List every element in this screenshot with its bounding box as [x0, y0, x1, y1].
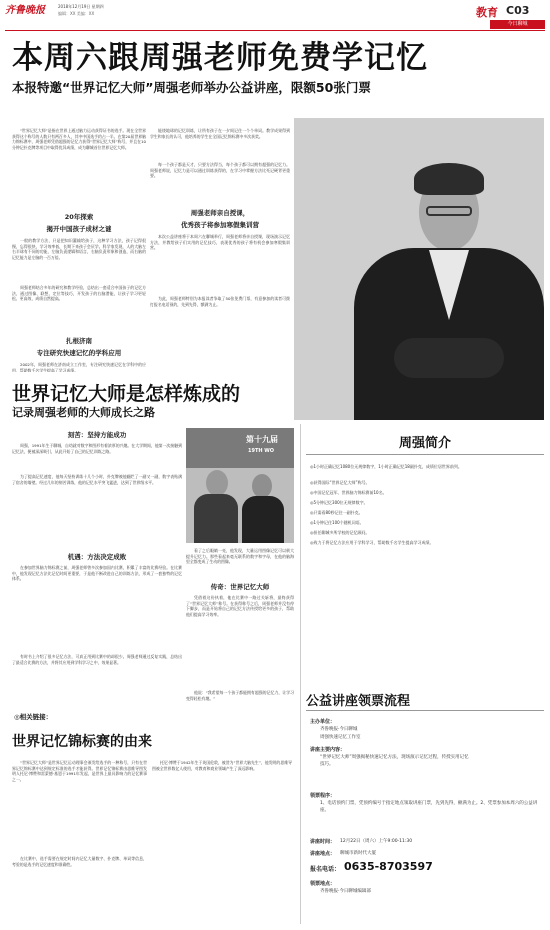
- sec2-para-1: 周强，1991年生于聊城，自幼就对数字和图形有着浓厚的兴趣。在大学期间，他第一次接触到记忆法，便被深深吸引，从此开始了自己的记忆训练之路。: [12, 443, 182, 454]
- portrait-photo: [294, 118, 544, 420]
- sec3-para-1: “世界记忆大师”是世界记忆运动理事会颁发给选手的一种称号，只有在世界记忆锦标赛中达到规定标准的选手才能获得。世界记忆锦标赛由思维导图发明人托尼·博赞和雷蒙德·基恩于1991年发起，是世界上最具影响力的记忆赛事之一。: [12, 760, 147, 782]
- col2-para-3: 本次公益讲座将于本周六在聊城举行，周强老师将亲自授课，现场演示记忆方法，并教给孩子们实用的记忆技巧，表现优秀的孩子将有机会参加寒假集训营。: [150, 234, 290, 251]
- process-box: [306, 690, 544, 928]
- col2-para-1: 能绕地球的记忆训练，让所有孩子在一夕间记住一个个单词。教学成果得到学生和家长的认可，他培养的学生在全国记忆锦标赛中多次获奖。: [150, 128, 290, 139]
- process-phone: 0635-8703597: [344, 860, 433, 873]
- col1-subhead-3: 扎根济南: [66, 337, 92, 345]
- sub-section-bar: 今日聊城: [490, 20, 545, 29]
- col1-para-1: “世界记忆大师”是指在世界上通过脑力运动获得证书的选手。现在全世界获得这个称号的人数只有两百多人，其中中国选手约占一半。在第20届世界脑力锦标赛中，周强老师凭借超强的记忆力获得“世界记忆大师”称号，并且在10分钟记扑克牌等项目中取得优异成绩，成为聊城首位世界记忆大师。: [12, 128, 146, 150]
- col2-subhead-2: 优秀孩子将参加寒假集训营: [181, 221, 259, 229]
- sec2-subhead-2: 机遇：方法决定成败: [67, 553, 127, 561]
- portrait-arm: [394, 338, 504, 378]
- sec2-right-para-2: 凭借着这份执着，他在比赛中一路过关斩将，最终获得了“世界记忆大师”称号。在获得称号之后，周强老师并没有停下脚步，而是开始将自己的记忆方法传授给更多的孩子，帮助他们提高学习效率。: [186, 595, 294, 617]
- profile-item: ◎获得国际“世界记忆大师”称号。: [310, 480, 370, 485]
- main-headline: 本周六跟周强老师免费学记忆: [12, 40, 428, 76]
- col2-subhead-1: 周强老师亲自授课，: [190, 209, 250, 217]
- process-time: 12月22日（周六）上午9:00-11:30: [340, 839, 413, 844]
- process-ticket: 齐鲁晚报·今日聊城编辑部: [320, 889, 371, 894]
- col1-subhead-2: 揭开中国孩子成材之谜: [46, 225, 112, 233]
- col1-para-2: 一般的教学方法，只是把知识灌输给孩子，这种学习方法，孩子记得很慢，忘得很快，学习效率低，长期下来孩子会厌学。科学家发现，人的大脑左右半球有不同的功能，左脑负责逻辑和语言，右脑负责形象和创造，而右脑的记忆能力是左脑的一百万倍。: [12, 238, 146, 260]
- process-cohost: 周强快速记忆工作室: [320, 735, 361, 740]
- portrait-hair: [414, 163, 484, 195]
- event-person-right-head: [252, 474, 272, 498]
- sec2-para-3: 在参加世界脑力锦标赛之前，周强老师曾多次参加国内比赛，积累了丰富的比赛经验。在比赛中，他发现记忆方法比记忆时间更重要，于是他不断改进自己的训练方法，形成了一套独特的记忆体系。: [12, 565, 182, 582]
- process-phone-label: 报名电话：: [310, 866, 341, 873]
- process-steps: 1、电话预约门票，凭预约编号于指定地点领取讲座门票，先到先得，额满为止。2、凭票参加本周六的公益讲座。: [320, 801, 538, 813]
- event-banner-text-2: 19TH WO: [248, 448, 275, 454]
- process-rule: [306, 710, 544, 711]
- col1-subhead-1: 20年探索: [64, 213, 94, 221]
- profile-item: ◎只需看80秒记住一副扑克。: [310, 510, 363, 515]
- logo: 齐鲁晚报: [5, 5, 45, 16]
- sec2-para-2: 为了提高记忆速度，他每天坚持训练十几个小时，扑克牌被他翻烂了一副又一副，数字表贴满了宿舍的墙壁。经过几年的刻苦训练，他的记忆水平突飞猛进，达到了世界级水平。: [12, 474, 182, 485]
- related-link-label: ◎相关链接：: [14, 713, 53, 721]
- date-line: 2018年12月19日 星期四: [58, 4, 104, 9]
- event-person-left-body: [194, 494, 238, 543]
- section2-title: 世界记忆大师是怎样炼成的: [12, 383, 241, 405]
- profile-item: ◎担任聊城多所学校的记忆顾问。: [310, 530, 370, 535]
- col2-para-2: 每一个孩子都是天才，只要方法得当，每个孩子都可以拥有超强的记忆力。周强老师说，记忆力是可以通过训练获得的，在学习中掌握方法比死记硬背更重要。: [150, 162, 290, 179]
- process-theme: “世界记忆大师”周强揭秘快速记忆方法，现场演示记忆过程，传授实用记忆技巧。: [320, 755, 469, 767]
- profile-item: ◎致力于将记忆方法应用于学科学习，帮助数千名学生提高学习成绩。: [310, 540, 434, 545]
- process-title: 公益讲座领票流程: [306, 694, 411, 709]
- col1-para-3: 周强老师结合多年的研究和教学经验，总结出一套适合中国孩子的记忆方法，通过图像、联想、定位等技巧，开发孩子的右脑潜能，让孩子学习更轻松、更高效，成绩自然提高。: [12, 285, 146, 302]
- editor-line: 编辑：XX 美编：XX: [58, 11, 95, 16]
- process-place: 聊城市新时代大厦: [340, 851, 376, 856]
- process-ticket-label: 领票地点：: [310, 881, 336, 887]
- col1-subhead-4: 专注研究快速记忆的学科应用: [36, 349, 122, 357]
- col1-para-4: 2002年，周强老师在济南成立工作室，专注研究快速记忆在学科中的应用，帮助数千名学生提高了学习成绩。: [12, 362, 146, 372]
- profile-title: 周强简介: [398, 436, 451, 451]
- sub-headline: 本报特邀“世界记忆大师”周强老师举办公益讲座，限额50张门票: [12, 80, 371, 95]
- process-host-label: 主办单位：: [310, 719, 336, 725]
- column-divider: [300, 424, 301, 924]
- process-host: 齐鲁晚报·今日聊城: [320, 727, 358, 732]
- portrait-glasses: [426, 206, 472, 216]
- sec3-para-2: 在比赛中，选手需要在规定时间内记忆大量数字、扑克牌、单词等信息，考验的是选手的记忆速度和准确性。: [12, 856, 147, 867]
- sec2-right-para-3: 他说：“我希望每一个孩子都能拥有超强的记忆力，让学习变得轻松有趣。”: [186, 690, 294, 701]
- section2-subtitle: 记录周强老师的大师成长之路: [12, 406, 155, 419]
- event-person-right-body: [242, 496, 284, 543]
- process-theme-label: 讲座主要内容：: [310, 747, 346, 753]
- sec2-subhead-1: 刻苦：坚持方能成功: [67, 431, 127, 439]
- event-person-left-head: [206, 470, 228, 496]
- col2-para-4: 为此，周强老师特别为本报读者争取了50张免费门票，有意参加的读者可拨打报名电话预约，先到先得，额满为止。: [150, 296, 290, 307]
- sec3-para-3: 托尼·博赞于1942年生于英国伦敦，被誉为“世界大脑先生”，他发明的思维导图被全世界数亿人使用，对教育和商业领域产生了深远影响。: [152, 760, 292, 771]
- process-steps-label: 领票程序：: [310, 793, 336, 799]
- section3-title: 世界记忆锦标赛的由来: [12, 734, 152, 750]
- profile-item: ◎1分钟记住100个随机词语。: [310, 520, 364, 525]
- process-time-label: 讲座时间：: [310, 839, 336, 845]
- profile-item: ◎1小时正确记忆1080位无规律数字，1小时正确记忆18副扑克，成绩位居世界前列。: [310, 464, 462, 469]
- process-place-label: 讲座地点：: [310, 851, 336, 857]
- page-code: C03: [506, 4, 530, 17]
- event-photo: [186, 428, 294, 543]
- profile-box: [306, 424, 544, 674]
- sec2-right-para-1: 看了之后眼睛一亮，他发现，大量运用图像记忆可以极大提升记忆力。那些看起来毫无联系的数字和字母，在他的脑海里全都变成了生动的图像。: [186, 548, 294, 565]
- profile-item: ◎5分钟记忆300位无规律数字。: [310, 500, 368, 505]
- header-rule: [5, 30, 545, 31]
- section-label: 教育: [476, 6, 498, 19]
- sec2-right-subhead: 传奇：世界记忆大师: [210, 583, 270, 591]
- profile-item: ◎中国记忆冠军、世界脑力锦标赛前10名。: [310, 490, 387, 495]
- profile-rule: [306, 454, 544, 455]
- sec2-para-4: 有时书上介绍了很多记忆方法，可真正用到比赛中的却很少。周强老师通过反复实践，总结出了最适合比赛的方法，并将其应用到学科学习之中，效果显著。: [12, 654, 182, 665]
- event-banner-text: 第十九届: [246, 435, 278, 444]
